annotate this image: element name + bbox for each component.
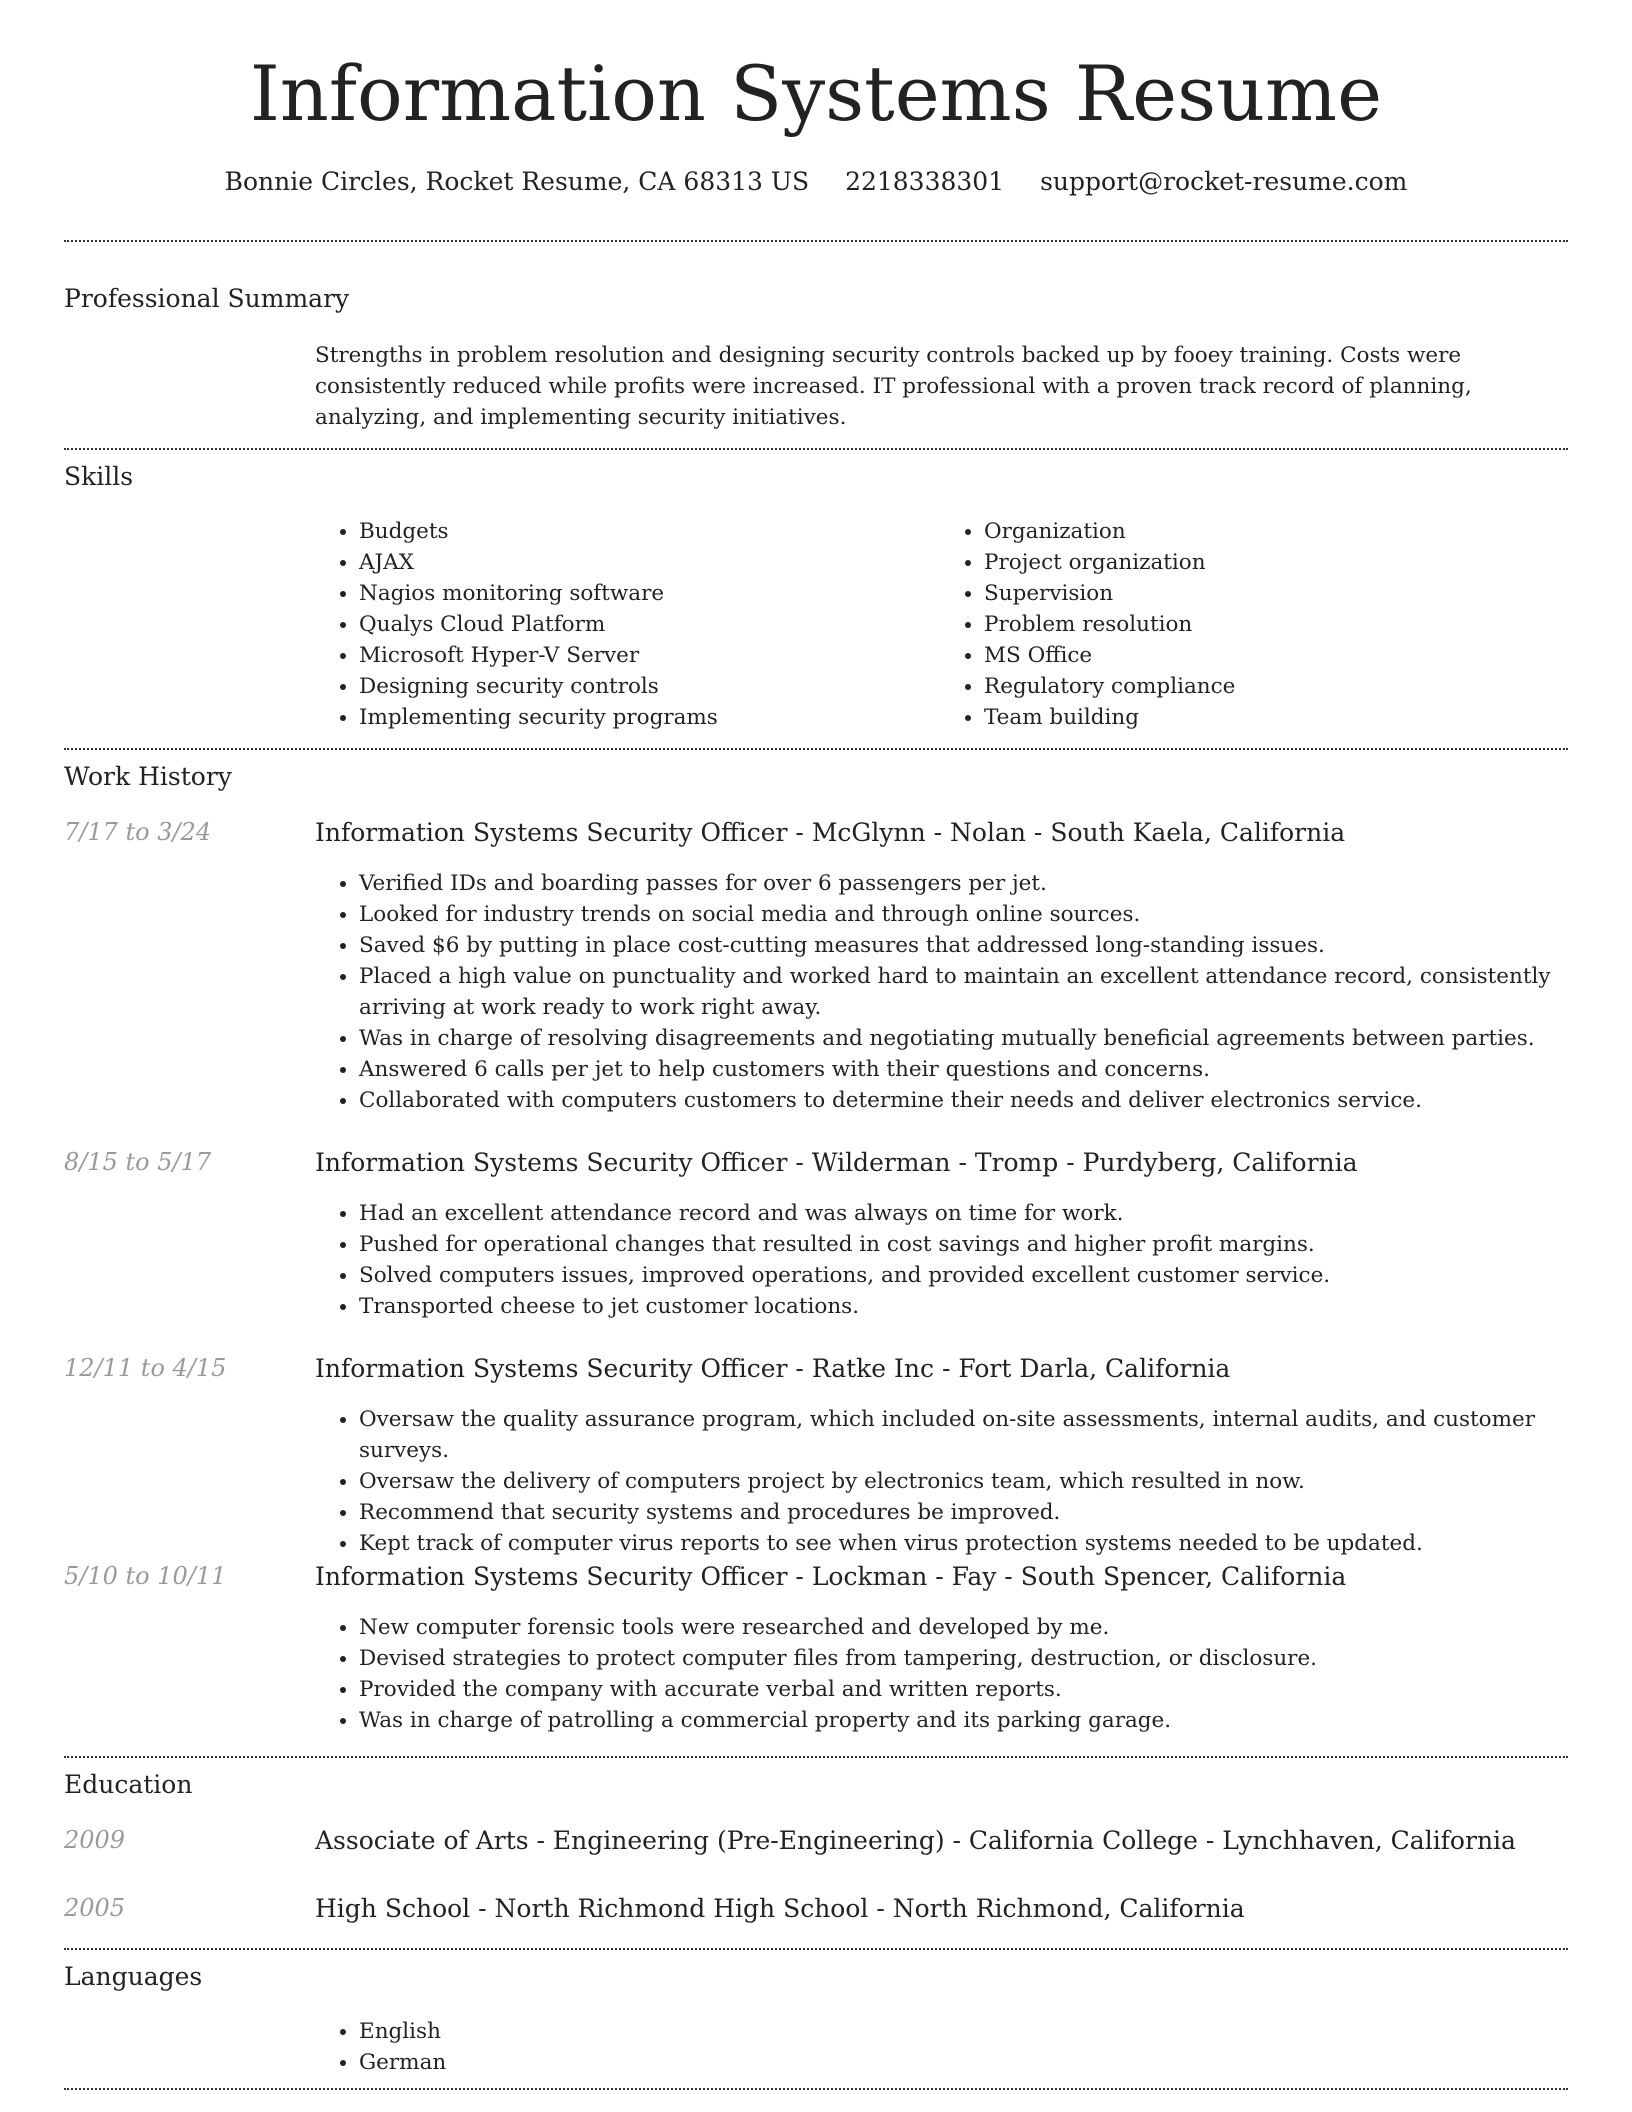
job-bullet: • Kept track of computer virus reports to see when virus protection systems needed to be updated. — [359, 1528, 1565, 1559]
skill-item: • MS Office — [984, 640, 1565, 671]
resume-header — [0, 0, 1632, 196]
job-dates: 5/10 to 10/11 — [64, 1562, 227, 1590]
education-entry: Associate of Arts - Engineering (Pre-Engineering) - California College - Lynchhaven, California — [315, 1826, 1516, 1855]
job-duties — [315, 1198, 1565, 1322]
summary-heading: Professional Summary — [64, 284, 350, 313]
skill-item: • Qualys Cloud Platform — [359, 609, 940, 640]
job-bullet: • Looked for industry trends on social media and through online sources. — [359, 899, 1565, 930]
language-item: • German — [359, 2047, 1565, 2078]
skills-list-left — [315, 516, 940, 733]
skill-item: • Team building — [984, 702, 1565, 733]
job-bullet: • Had an excellent attendance record and was always on time for work. — [359, 1198, 1565, 1229]
languages-heading: Languages — [64, 1962, 203, 1991]
skills-section — [315, 516, 1565, 733]
job-bullet: • Devised strategies to protect computer files from tampering, destruction, or disclosure. — [359, 1643, 1565, 1674]
job-title: Information Systems Security Officer - Wilderman - Tromp - Purdyberg, California — [315, 1148, 1358, 1177]
job-bullet: • Verified IDs and boarding passes for over 6 passengers per jet. — [359, 868, 1565, 899]
contact-phone: 2218338301 — [845, 167, 1005, 197]
contact-email: support@rocket-resume.com — [1040, 167, 1408, 197]
education-year: 2005 — [64, 1894, 126, 1922]
contact-line — [0, 167, 1632, 196]
divider — [64, 1948, 1568, 1950]
divider — [64, 748, 1568, 750]
skill-item: • Designing security controls — [359, 671, 940, 702]
divider — [64, 448, 1568, 450]
languages-list — [315, 2016, 1565, 2078]
language-item: • English — [359, 2016, 1565, 2047]
skill-item: • Implementing security programs — [359, 702, 940, 733]
job-bullet: • Answered 6 calls per jet to help customers with their questions and concerns. — [359, 1054, 1565, 1085]
job-bullet: • Transported cheese to jet customer locations. — [359, 1291, 1565, 1322]
job-bullet: • Saved $6 by putting in place cost-cutting measures that addressed long-standing issues. — [359, 930, 1565, 961]
skill-item: • Nagios monitoring software — [359, 578, 940, 609]
job-bullet: • Collaborated with computers customers to determine their needs and deliver electronics service. — [359, 1085, 1565, 1116]
skill-item: • AJAX — [359, 547, 940, 578]
job-title: Information Systems Security Officer - Ratke Inc - Fort Darla, California — [315, 1354, 1231, 1383]
job-title: Information Systems Security Officer - McGlynn - Nolan - South Kaela, California — [315, 818, 1346, 847]
contact-address: Bonnie Circles, Rocket Resume, CA 68313 US — [224, 167, 810, 197]
education-entry: High School - North Richmond High School - North Richmond, California — [315, 1894, 1245, 1923]
summary-section — [315, 340, 1565, 433]
skills-heading: Skills — [64, 462, 134, 491]
divider — [64, 2088, 1568, 2090]
job-bullet: • Placed a high value on punctuality and worked hard to maintain an excellent attendance record, consistently arriving at work ready to work right away. — [359, 961, 1565, 1023]
resume-title: Information Systems Resume — [249, 49, 1383, 138]
languages-section — [315, 2016, 1565, 2078]
job-duties — [315, 1612, 1565, 1736]
skill-item: • Regulatory compliance — [984, 671, 1565, 702]
skill-item: • Project organization — [984, 547, 1565, 578]
job-dates: 12/11 to 4/15 — [64, 1354, 227, 1382]
divider — [64, 240, 1568, 242]
job-title: Information Systems Security Officer - Lockman - Fay - South Spencer, California — [315, 1562, 1347, 1591]
job-bullet: • Recommend that security systems and procedures be improved. — [359, 1497, 1565, 1528]
job-duties — [315, 1404, 1565, 1559]
skill-item: • Supervision — [984, 578, 1565, 609]
work-heading: Work History — [64, 762, 232, 791]
divider — [64, 1756, 1568, 1758]
skill-item: • Microsoft Hyper-V Server — [359, 640, 940, 671]
job-bullet: • Oversaw the delivery of computers project by electronics team, which resulted in now. — [359, 1466, 1565, 1497]
job-bullet: • Solved computers issues, improved operations, and provided excellent customer service. — [359, 1260, 1565, 1291]
job-bullet: • Provided the company with accurate verbal and written reports. — [359, 1674, 1565, 1705]
skill-item: • Organization — [984, 516, 1565, 547]
job-bullet: • Pushed for operational changes that resulted in cost savings and higher profit margins. — [359, 1229, 1565, 1260]
skill-item: • Budgets — [359, 516, 940, 547]
skills-grid — [315, 516, 1565, 733]
job-bullet: • Was in charge of patrolling a commercial property and its parking garage. — [359, 1705, 1565, 1736]
skills-list-right — [940, 516, 1565, 733]
skill-item: • Problem resolution — [984, 609, 1565, 640]
job-duties — [315, 868, 1565, 1116]
education-heading: Education — [64, 1770, 193, 1799]
education-year: 2009 — [64, 1826, 126, 1854]
job-bullet: • Was in charge of resolving disagreements and negotiating mutually beneficial agreements between parties. — [359, 1023, 1565, 1054]
job-dates: 8/15 to 5/17 — [64, 1148, 212, 1176]
summary-text: Strengths in problem resolution and designing security controls backed up by fooey training. Costs were consistently reduced while profits were increased. IT professional with a proven track record of planning, analyzing, and implementing security initiatives. — [315, 343, 1472, 430]
job-dates: 7/17 to 3/24 — [64, 818, 212, 846]
job-bullet: • Oversaw the quality assurance program, which included on-site assessments, internal audits, and customer surveys. — [359, 1404, 1565, 1466]
job-bullet: • New computer forensic tools were researched and developed by me. — [359, 1612, 1565, 1643]
